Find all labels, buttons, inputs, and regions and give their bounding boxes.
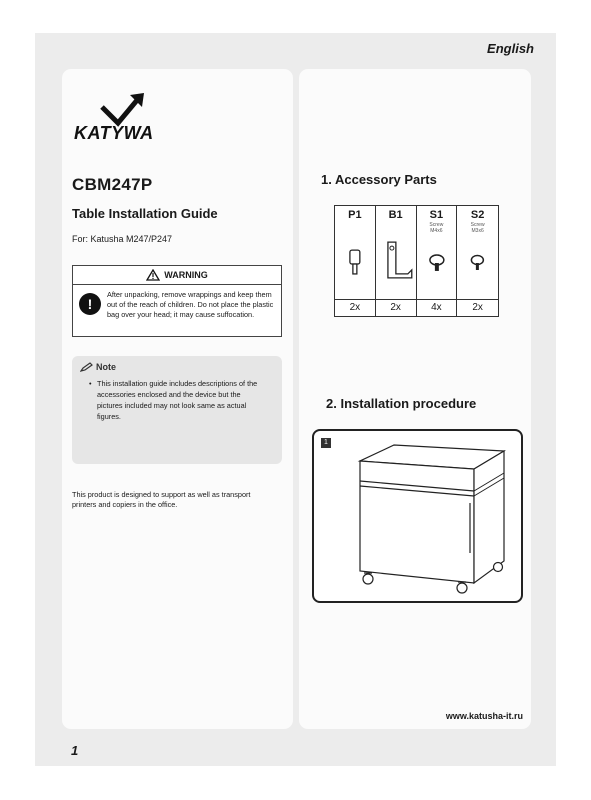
warning-text: After unpacking, remove wrappings and keep them out of the reach of children. Do not place the plastic bag over your head; it may cause suffocation. [107, 290, 274, 319]
note-title: Note [96, 362, 116, 372]
accessory-parts-heading: 1. Accessory Parts [321, 172, 437, 187]
note-item [89, 378, 267, 422]
part-qty: 2x [376, 299, 416, 316]
bracket-icon [376, 236, 416, 284]
warning-title: WARNING [164, 270, 208, 280]
installation-procedure-heading: 2. Installation procedure [326, 396, 477, 411]
svg-text:KATYWA: KATYWA [74, 123, 154, 143]
cabinet-drawing [354, 443, 514, 595]
support-text: This product is designed to support as well as transport printers and copiers in the office. [72, 490, 251, 509]
screw-icon [417, 244, 457, 284]
part-code: B1 [388, 209, 403, 221]
part-desc-line: Screw [470, 222, 485, 228]
left-panel [62, 69, 293, 729]
part-code: S2 [470, 209, 485, 221]
warning-header [73, 266, 281, 285]
part-desc-line: M4x6 [430, 228, 443, 234]
model-title: CBM247P [72, 175, 153, 194]
bullet-icon: • [89, 379, 92, 388]
exclamation-icon: ! [79, 293, 101, 315]
note-header [80, 362, 116, 372]
step-number: 1 [321, 438, 331, 448]
pencil-icon [80, 362, 93, 372]
note-box [72, 356, 282, 464]
part-qty: 2x [457, 299, 498, 316]
language-label: English [487, 41, 534, 56]
right-panel [299, 69, 531, 729]
part-s2 [457, 206, 498, 316]
compatible-models: For: Katusha M247/P247 [72, 234, 173, 244]
part-p1 [335, 206, 376, 316]
warning-box [72, 265, 282, 337]
screw-icon [457, 244, 498, 284]
part-s1 [417, 206, 458, 316]
page-number: 1 [71, 743, 79, 758]
warning-triangle-icon [146, 269, 160, 281]
part-desc [417, 222, 457, 234]
part-qty: 2x [335, 299, 375, 316]
guide-subtitle: Table Installation Guide [72, 206, 218, 221]
part-qty: 4x [417, 299, 457, 316]
page [35, 33, 556, 766]
step-1-illustration [312, 429, 523, 603]
part-desc [457, 222, 498, 234]
accessory-parts-table [334, 205, 499, 317]
part-code: P1 [348, 209, 362, 221]
leveling-foot-icon [335, 244, 375, 284]
website-link[interactable]: www.katusha-it.ru [445, 711, 523, 721]
part-desc-line: M3x6 [471, 228, 484, 234]
katusha-logo [72, 85, 182, 143]
part-code: S1 [429, 209, 444, 221]
part-b1 [376, 206, 417, 316]
part-desc-line: Screw [429, 222, 444, 228]
note-text: This installation guide includes descriptions of the accessories enclosed and the device but the pictures included may not look same as actual figures. [97, 379, 258, 421]
